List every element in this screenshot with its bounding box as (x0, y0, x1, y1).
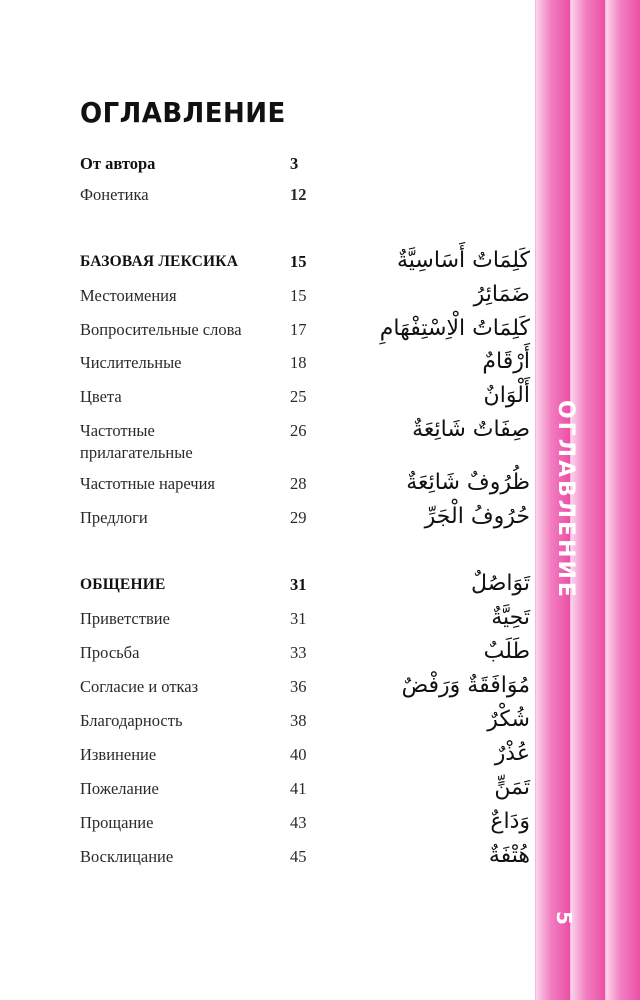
toc-entry-label: Извинение (80, 745, 157, 764)
toc-entry-arabic: ضَمَائِرُ (473, 282, 530, 307)
toc-entry-page: 18 (290, 353, 307, 372)
toc-entry-label: Предлоги (80, 508, 148, 527)
toc-entry-label: Цвета (80, 387, 122, 406)
toc-entry-label: Фонетика (80, 185, 149, 204)
toc-entry-arabic: عُذْرٌ (494, 741, 530, 766)
toc-entry[interactable] (80, 639, 530, 672)
toc-entry-page: 31 (290, 609, 307, 628)
toc-entry-label: Восклицание (80, 847, 174, 866)
toc-entry[interactable] (80, 282, 530, 315)
toc-entry-label: Вопросительные слова (80, 320, 242, 339)
toc-entry[interactable] (80, 504, 530, 537)
toc-entry-arabic: أَرْقَامٌ (482, 349, 530, 374)
toc-entry[interactable] (80, 843, 530, 876)
toc-entry-arabic: حُرُوفُ الْجَرِّ (424, 504, 530, 529)
toc-entry-arabic: أَلْوَانٌ (483, 383, 530, 408)
side-section-label: ОГЛАВЛЕНИЕ (553, 400, 578, 600)
toc-entry-page: 15 (290, 286, 307, 305)
toc-entry-page: 33 (290, 643, 307, 662)
toc-entry[interactable] (80, 417, 530, 468)
toc-entry-label: Частотные наречия (80, 474, 216, 493)
toc-entry[interactable] (80, 673, 530, 706)
toc-entry-page: 25 (290, 387, 307, 406)
toc-entry-page: 3 (290, 154, 299, 173)
toc-entry-page: 45 (290, 847, 307, 866)
toc-entry-page: 17 (290, 320, 307, 339)
toc-entry[interactable] (80, 153, 530, 183)
toc-entry-arabic: طَلَبٌ (483, 639, 530, 664)
toc-entry-label: Приветствие (80, 609, 170, 628)
toc-entry-page: 29 (290, 508, 307, 527)
toc-entry-arabic: كَلِمَاتٌ أَسَاسِيَّةٌ (397, 248, 530, 273)
toc-entry-arabic: شُكْرٌ (487, 707, 530, 732)
toc-entry-label: Числительные (80, 353, 182, 372)
toc-entry[interactable] (80, 809, 530, 842)
toc-entry-label: От автора (80, 154, 156, 173)
toc-section-heading[interactable] (80, 571, 530, 604)
toc-entry-label: Прощание (80, 813, 154, 832)
toc-entry-page: 43 (290, 813, 307, 832)
toc-entry-arabic: كَلِمَاتُ الْاِسْتِفْهَامِ (379, 316, 530, 341)
toc-entry[interactable] (80, 316, 530, 349)
toc-entry[interactable] (80, 707, 530, 740)
toc-section-heading[interactable] (80, 248, 530, 281)
toc-entry-arabic: وَدَاعٌ (490, 809, 530, 834)
toc-entry[interactable] (80, 349, 530, 382)
toc-entry[interactable] (80, 605, 530, 638)
toc-entry-label: БАЗОВАЯ ЛЕКСИКА (80, 253, 239, 270)
page-title: ОГЛАВЛЕНИЕ (80, 96, 286, 129)
toc-entry-page: 26 (290, 421, 307, 440)
toc-entry-arabic: مُوَافَقَةٌ وَرَفْضٌ (401, 673, 530, 698)
toc-entry-page: 28 (290, 474, 307, 493)
toc-entry-page: 31 (290, 575, 307, 594)
toc-entry-arabic: تَحِيَّةٌ (491, 605, 530, 630)
toc-entry[interactable] (80, 470, 530, 503)
toc-entry-label: Местоимения (80, 286, 177, 305)
toc-entry-label: Пожелание (80, 779, 159, 798)
toc-entry-arabic: تَمَنٍّ (494, 775, 530, 800)
toc-entry-arabic: صِفَاتٌ شَائِعَةٌ (412, 417, 530, 442)
toc-entry-label: ОБЩЕНИЕ (80, 576, 166, 593)
toc-entry[interactable] (80, 184, 530, 214)
toc-entry-page: 38 (290, 711, 307, 730)
toc-entry-page: 36 (290, 677, 307, 696)
toc-entry-label: Благодарность (80, 711, 183, 730)
toc-entry-arabic: هُتْفَةٌ (488, 843, 530, 868)
toc-entry-arabic: ظُرُوفٌ شَائِعَةٌ (406, 470, 530, 495)
toc-entry-label: Частотные прилагательные (80, 421, 193, 462)
toc-entry-page: 41 (290, 779, 307, 798)
side-stripe (605, 0, 640, 1000)
toc-entry[interactable] (80, 383, 530, 416)
page-number: 5 (551, 911, 576, 925)
toc-entry-page: 40 (290, 745, 307, 764)
toc-entry-label: Просьба (80, 643, 140, 662)
toc-entry-label: Согласие и отказ (80, 677, 199, 696)
toc-entry-page: 12 (290, 185, 307, 204)
toc-entry-page: 15 (290, 252, 307, 271)
toc-entry[interactable] (80, 741, 530, 774)
toc-entry[interactable] (80, 775, 530, 808)
toc-entry-arabic: تَوَاصُلٌ (471, 571, 530, 596)
